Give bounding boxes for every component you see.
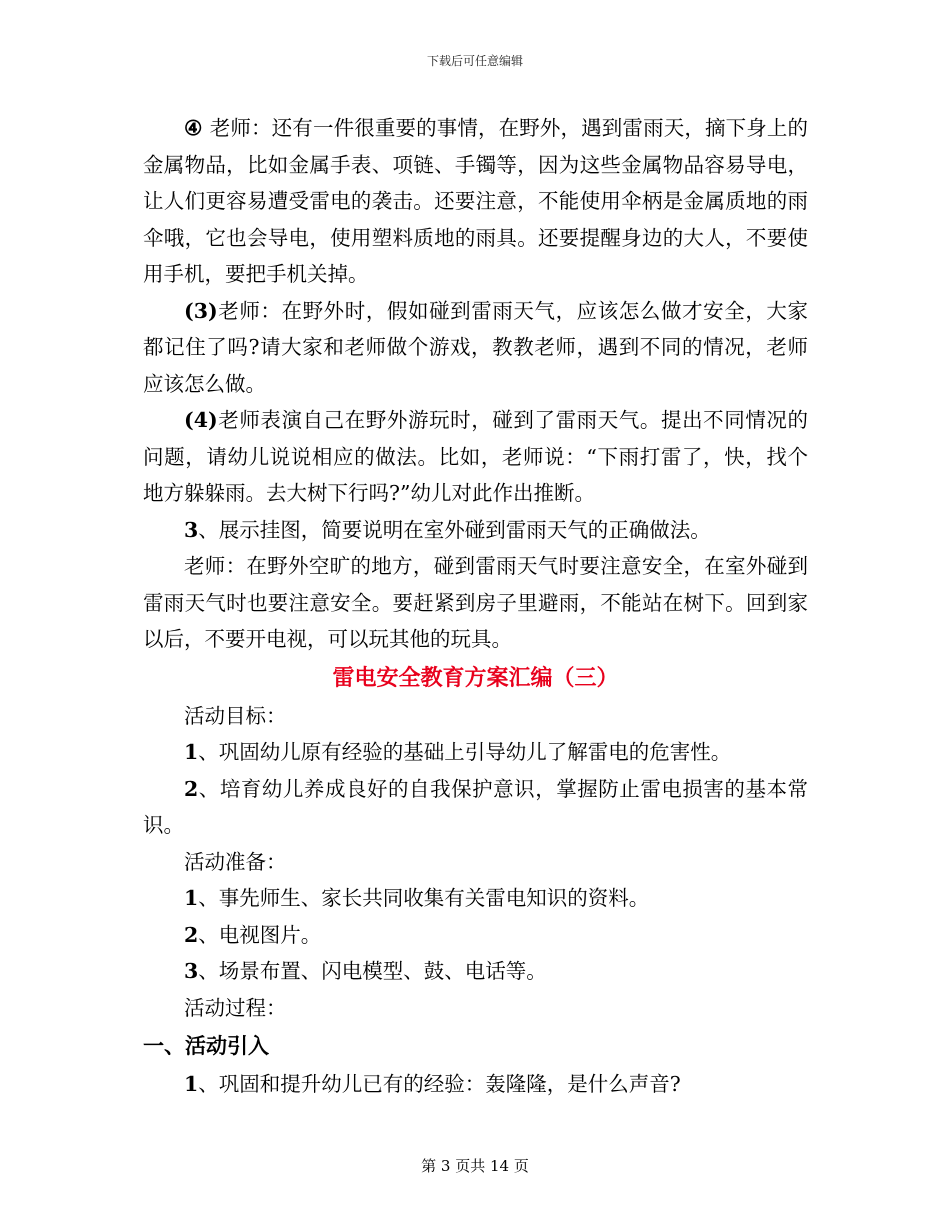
- paragraph-number: 1: [184, 886, 199, 910]
- page-header: 下载后可任意编辑: [426, 54, 523, 68]
- paragraph-number: 3: [184, 959, 199, 983]
- paragraph-number: 1: [184, 740, 199, 764]
- paragraph-teacher-summary: [143, 548, 808, 658]
- paragraph-prep-3: [143, 953, 808, 990]
- paragraph-goal-2: [143, 771, 808, 844]
- paragraph-text: 、巩固和提升幼儿已有的经验：轰隆隆，是什么声音?: [198, 1072, 681, 1096]
- paragraph-number: 2: [184, 922, 199, 947]
- paragraph-text: 老师表演自己在野外游玩时，碰到了雷雨天气。提出不同情况的问题，请幼儿说说相应的做法。比如，老师说：“下雨打雷了，快，找个地方躲躲雨。去大树下行吗?”幼儿对此作出推断。: [143, 408, 808, 505]
- page-content: [143, 110, 808, 1103]
- page-footer: 第 3 页共 14 页: [421, 1157, 529, 1175]
- paragraph-step-3: [143, 512, 808, 549]
- paragraph-text: 、展示挂图，简要说明在室外碰到雷雨天气的正确做法。: [198, 517, 711, 542]
- paragraph-prep-2: [143, 917, 808, 954]
- paragraph-number: ④: [184, 116, 210, 140]
- section-title: 雷电安全教育方案汇编（三）: [332, 664, 619, 691]
- paragraph-text: 、电视图片。: [198, 922, 322, 947]
- paragraph-number: 1: [184, 1072, 199, 1096]
- paragraph-number: (4): [184, 408, 218, 432]
- paragraph-text: 老师：在野外时，假如碰到雷雨天气，应该怎么做才安全，大家都记住了吗?请大家和老师做个游戏，教教老师，遇到不同的情况，老师应该怎么做。: [143, 298, 808, 396]
- paragraph-text: 活动过程：: [184, 995, 287, 1020]
- paragraph-number: 3: [184, 517, 199, 542]
- paragraph-text: 、巩固幼儿原有经验的基础上引导幼儿了解雷电的危害性。: [198, 740, 732, 764]
- paragraph-text: 老师：在野外空旷的地方，碰到雷雨天气时要注意安全，在室外碰到雷雨天气时也要注意安全。要赶紧到房子里避雨，不能站在树下。回到家以后，不要开电视，可以玩其他的玩具。: [143, 554, 808, 651]
- paragraph-teacher-metal: [143, 110, 808, 293]
- paragraph-item-3: [143, 293, 808, 403]
- paragraph-text: 老师：还有一件很重要的事情，在野外，遇到雷雨天，摘下身上的金属物品，比如金属手表、项链、手镯等，因为这些金属物品容易导电，让人们更容易遭受雷电的袭击。还要注意，不能使用伞柄是金属质地的雨伞哦，它也会导电，使用塑料质地的雨具。还要提醒身边的大人，不要使用手机，要把手机关掉。: [143, 116, 808, 286]
- paragraph-prep-1: [143, 880, 808, 917]
- paragraph-goal-1: [143, 734, 808, 771]
- paragraph-item-4: [143, 402, 808, 512]
- paragraph-number: (3): [184, 298, 218, 323]
- paragraph-text: 、事先师生、家长共同收集有关雷电知识的资料。: [198, 886, 650, 910]
- paragraph-text: 、培育幼儿养成良好的自我保护意识，掌握防止雷电损害的基本常识。: [143, 776, 808, 837]
- paragraph-intro-1: [143, 1066, 808, 1103]
- paragraph-number: 2: [184, 776, 199, 801]
- paragraph-text: 活动目标：: [184, 703, 287, 728]
- paragraph-activity-process: [143, 990, 808, 1027]
- paragraph-activity-goal: [143, 698, 808, 735]
- paragraph-text: 、场景布置、闪电模型、鼓、电话等。: [198, 959, 547, 983]
- paragraph-text: 活动准备：: [184, 849, 287, 874]
- subheading-activity-intro: 一、活动引入: [143, 1033, 269, 1058]
- paragraph-activity-prep: [143, 844, 808, 881]
